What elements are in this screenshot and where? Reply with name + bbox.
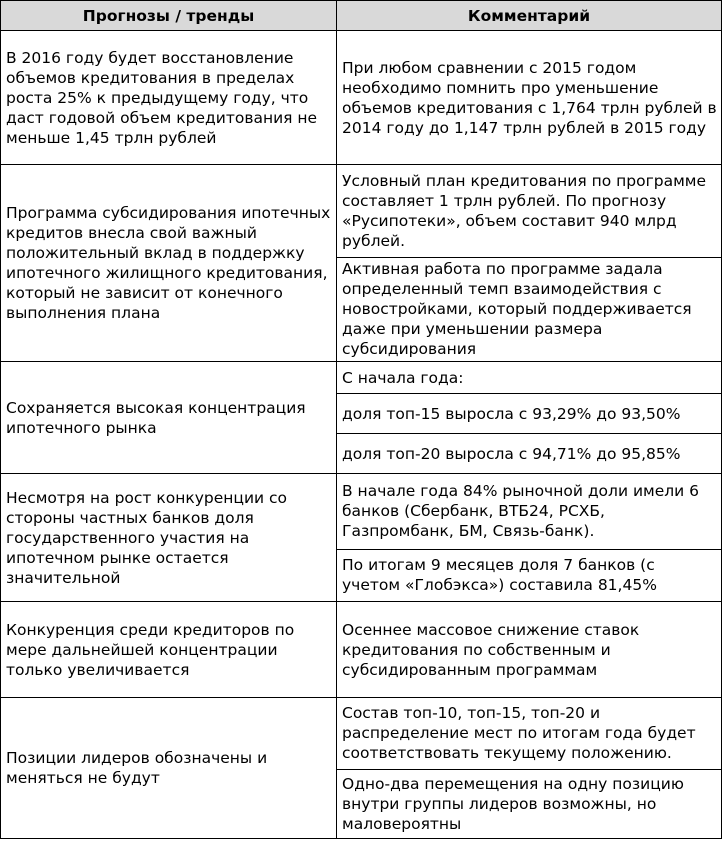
table-row — [1, 602, 722, 698]
table-row — [1, 698, 722, 770]
comment-cell: Условный план кредитования по программе составляет 1 трлн рублей. По прогнозу «Русипотеки», объем составит 940 млрд рублей. — [337, 165, 722, 258]
forecast-cell: Программа субсидирования ипотечных кредитов внесла свой важный положительный вклад в поддержку ипотечного жилищного кредитования, который не зависит от конечного выполнения плана — [1, 165, 337, 362]
comment-cell: Осеннее массовое снижение ставок кредитования по собственным и субсидированным программам — [337, 602, 722, 698]
comment-cell: Активная работа по программе задала определенный темп взаимодействия с новостройками, который поддерживается даже при уменьшении размера субсидирования — [337, 258, 722, 362]
table-row — [1, 362, 722, 394]
comment-cell: По итогам 9 месяцев доля 7 банков (с учетом «Глобэкса») составила 81,45% — [337, 550, 722, 602]
comment-cell: При любом сравнении с 2015 годом необходимо помнить про уменьшение объемов кредитования с 1,764 трлн рублей в 2014 году до 1,147 трлн рублей в 2015 году — [337, 31, 722, 165]
comment-cell: доля топ-15 выросла с 93,29% до 93,50% — [337, 394, 722, 434]
table-row — [1, 31, 722, 165]
forecast-cell: Позиции лидеров обозначены и меняться не будут — [1, 698, 337, 839]
table-row — [1, 474, 722, 550]
header-comment: Комментарий — [337, 1, 722, 31]
forecast-cell: Сохраняется высокая концентрация ипотечного рынка — [1, 362, 337, 474]
comment-cell: доля топ-20 выросла с 94,71% до 95,85% — [337, 434, 722, 474]
comment-cell: Одно-два перемещения на одну позицию внутри группы лидеров возможны, но маловероятны — [337, 770, 722, 839]
comment-cell: Состав топ-10, топ-15, топ-20 и распределение мест по итогам года будет соответствовать текущему положению. — [337, 698, 722, 770]
comment-cell: В начале года 84% рыночной доли имели 6 банков (Сбербанк, ВТБ24, РСХБ, Газпромбанк, БМ, Связь-банк). — [337, 474, 722, 550]
forecast-cell: Конкуренция среди кредиторов по мере дальнейшей концентрации только увеличивается — [1, 602, 337, 698]
header-row — [1, 1, 722, 31]
table-row — [1, 165, 722, 258]
comment-cell: С начала года: — [337, 362, 722, 394]
forecast-cell: Несмотря на рост конкуренции со стороны частных банков доля государственного участия на ипотечном рынке остается значительной — [1, 474, 337, 602]
header-forecast: Прогнозы / тренды — [1, 1, 337, 31]
forecast-cell: В 2016 году будет восстановление объемов кредитования в пределах роста 25% к предыдущему году, что даст годовой объем кредитования не меньше 1,45 трлн рублей — [1, 31, 337, 165]
